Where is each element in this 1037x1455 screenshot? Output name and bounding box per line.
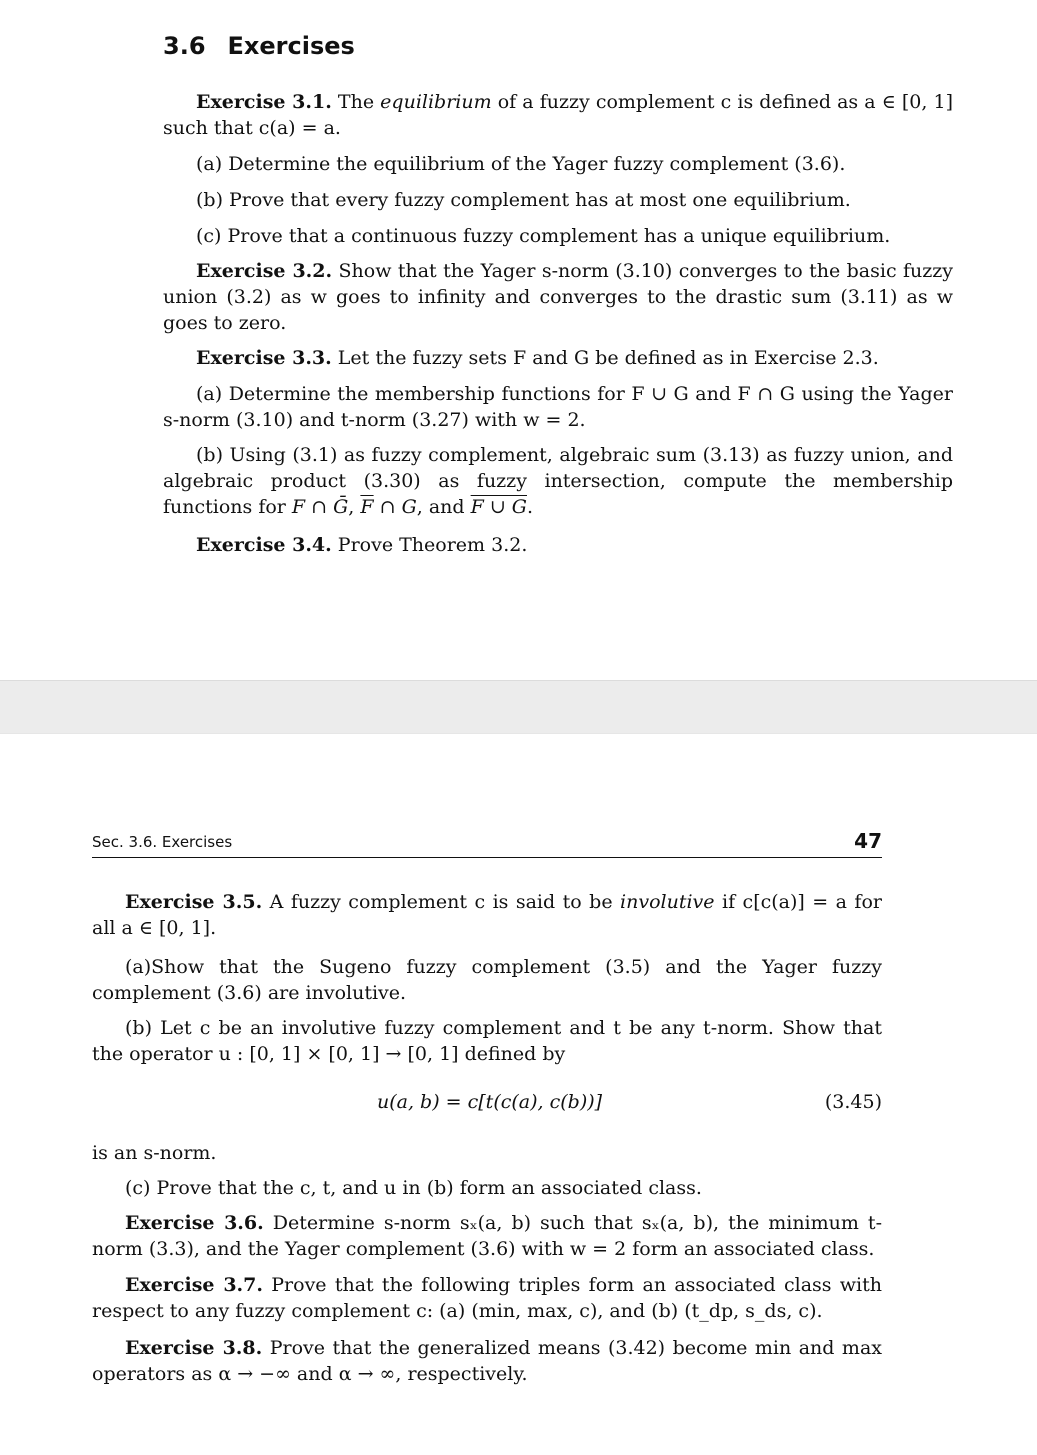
separator: , and <box>416 496 471 518</box>
exercise-text: Determine s-norm sₓ(a, b) such that sₓ(a, b), the minimum t-norm (3.3), and the Yager complement (3.6) with w = 2 form an associated class. <box>92 1212 882 1260</box>
page-number: 47 <box>854 829 882 853</box>
exercise-3-5 <box>92 889 882 941</box>
exercise-label: Exercise 3.8. <box>125 1337 263 1359</box>
exercise-text: (b) Using (3.1) as fuzzy complement, algebraic sum (3.13) as fuzzy union, and algebraic product (3.30) as fuzzy intersection, compute the membership functions for <box>163 444 953 518</box>
exercise-text: Prove that the following triples form an associated class with respect to any fuzzy complement c: (a) (min, max, c), and (b) (t_dp, s_ds, c). <box>92 1274 882 1322</box>
exercise-3-5-continuation: is an s-norm. <box>92 1142 217 1164</box>
exercise-3-3-part-b <box>163 442 953 520</box>
exercise-label: Exercise 3.2. <box>196 260 333 282</box>
exercise-text: of a fuzzy complement c is defined as a ∈ [0, 1] such that c(a) = a. <box>163 91 954 139</box>
exercise-text: A fuzzy complement c is said to be <box>262 891 621 913</box>
exercise-label: Exercise 3.7. <box>125 1274 263 1296</box>
equation-body: u(a, b) = c[t(c(a), c(b))] <box>377 1091 603 1113</box>
defined-term: involutive <box>620 891 715 913</box>
section-number: 3.6 <box>163 32 206 60</box>
equation-number: (3.45) <box>824 1091 882 1113</box>
exercise-3-1-part-c: (c) Prove that a continuous fuzzy complement has a unique equilibrium. <box>196 225 891 247</box>
section-title: Exercises <box>227 32 355 60</box>
page-bottom <box>0 733 1037 1455</box>
exercise-label: Exercise 3.5. <box>125 891 263 913</box>
exercise-3-5-part-b: (b) Let c be an involutive fuzzy complement and t be any t-norm. Show that the operator u : [0, 1] × [0, 1] → [0, 1] defined by <box>92 1017 882 1065</box>
exercise-text: if c[c(a)] = a for all a ∈ [0, 1]. <box>92 891 882 939</box>
exercise-text: Prove that the generalized means (3.42) become min and max operators as α → −∞ and α → ∞, respectively. <box>92 1337 882 1385</box>
exercise-3-5-part-a: (a)Show that the Sugeno fuzzy complement (3.5) and the Yager fuzzy complement (3.6) are involutive. <box>92 956 882 1004</box>
exercise-3-1-part-b: (b) Prove that every fuzzy complement has at most one equilibrium. <box>196 189 851 211</box>
math-expression: $\overline{F}$ <box>360 496 374 518</box>
exercise-label: Exercise 3.4. <box>196 534 332 556</box>
exercise-label: Exercise 3.6. <box>125 1212 264 1234</box>
exercise-text: Let the fuzzy sets F and G be defined as in Exercise 2.3. <box>331 347 879 369</box>
exercise-label: Exercise 3.3. <box>196 347 332 369</box>
exercise-3-3-part-a: (a) Determine the membership functions for F ∪ G and F ∩ G using the Yager s-norm (3.10) and t-norm (3.27) with w = 2. <box>163 383 953 431</box>
defined-term: equilibrium <box>380 91 492 113</box>
section-heading <box>163 32 355 60</box>
page-top <box>0 0 1037 680</box>
exercise-3-3 <box>163 345 953 371</box>
exercise-3-4 <box>163 532 953 558</box>
exercise-label: Exercise 3.1. <box>196 91 332 113</box>
exercise-3-6 <box>92 1210 882 1262</box>
math-expression: F ∩ Ḡ <box>291 496 349 518</box>
separator: . <box>527 496 534 518</box>
exercise-3-7 <box>92 1272 882 1324</box>
separator: , <box>348 496 361 518</box>
exercise-text: The <box>331 91 381 113</box>
math-expression: ∩ G <box>373 496 417 518</box>
exercise-text: Prove Theorem 3.2. <box>331 534 528 556</box>
running-header-title: Sec. 3.6. Exercises <box>92 833 233 851</box>
exercise-3-5-part-c: (c) Prove that the c, t, and u in (b) form an associated class. <box>125 1177 702 1199</box>
exercise-3-1 <box>163 89 953 141</box>
exercise-3-1-part-a: (a) Determine the equilibrium of the Yager fuzzy complement (3.6). <box>196 153 846 175</box>
exercise-3-8 <box>92 1335 882 1387</box>
page-separator <box>0 680 1037 734</box>
running-header <box>92 831 882 858</box>
exercise-3-2 <box>163 258 953 336</box>
exercise-text: Show that the Yager s-norm (3.10) converges to the basic fuzzy union (3.2) as w goes to infinity and converges to the drastic sum (3.11) as w goes to zero. <box>163 260 954 334</box>
math-expression: F ∪ G <box>470 496 527 518</box>
